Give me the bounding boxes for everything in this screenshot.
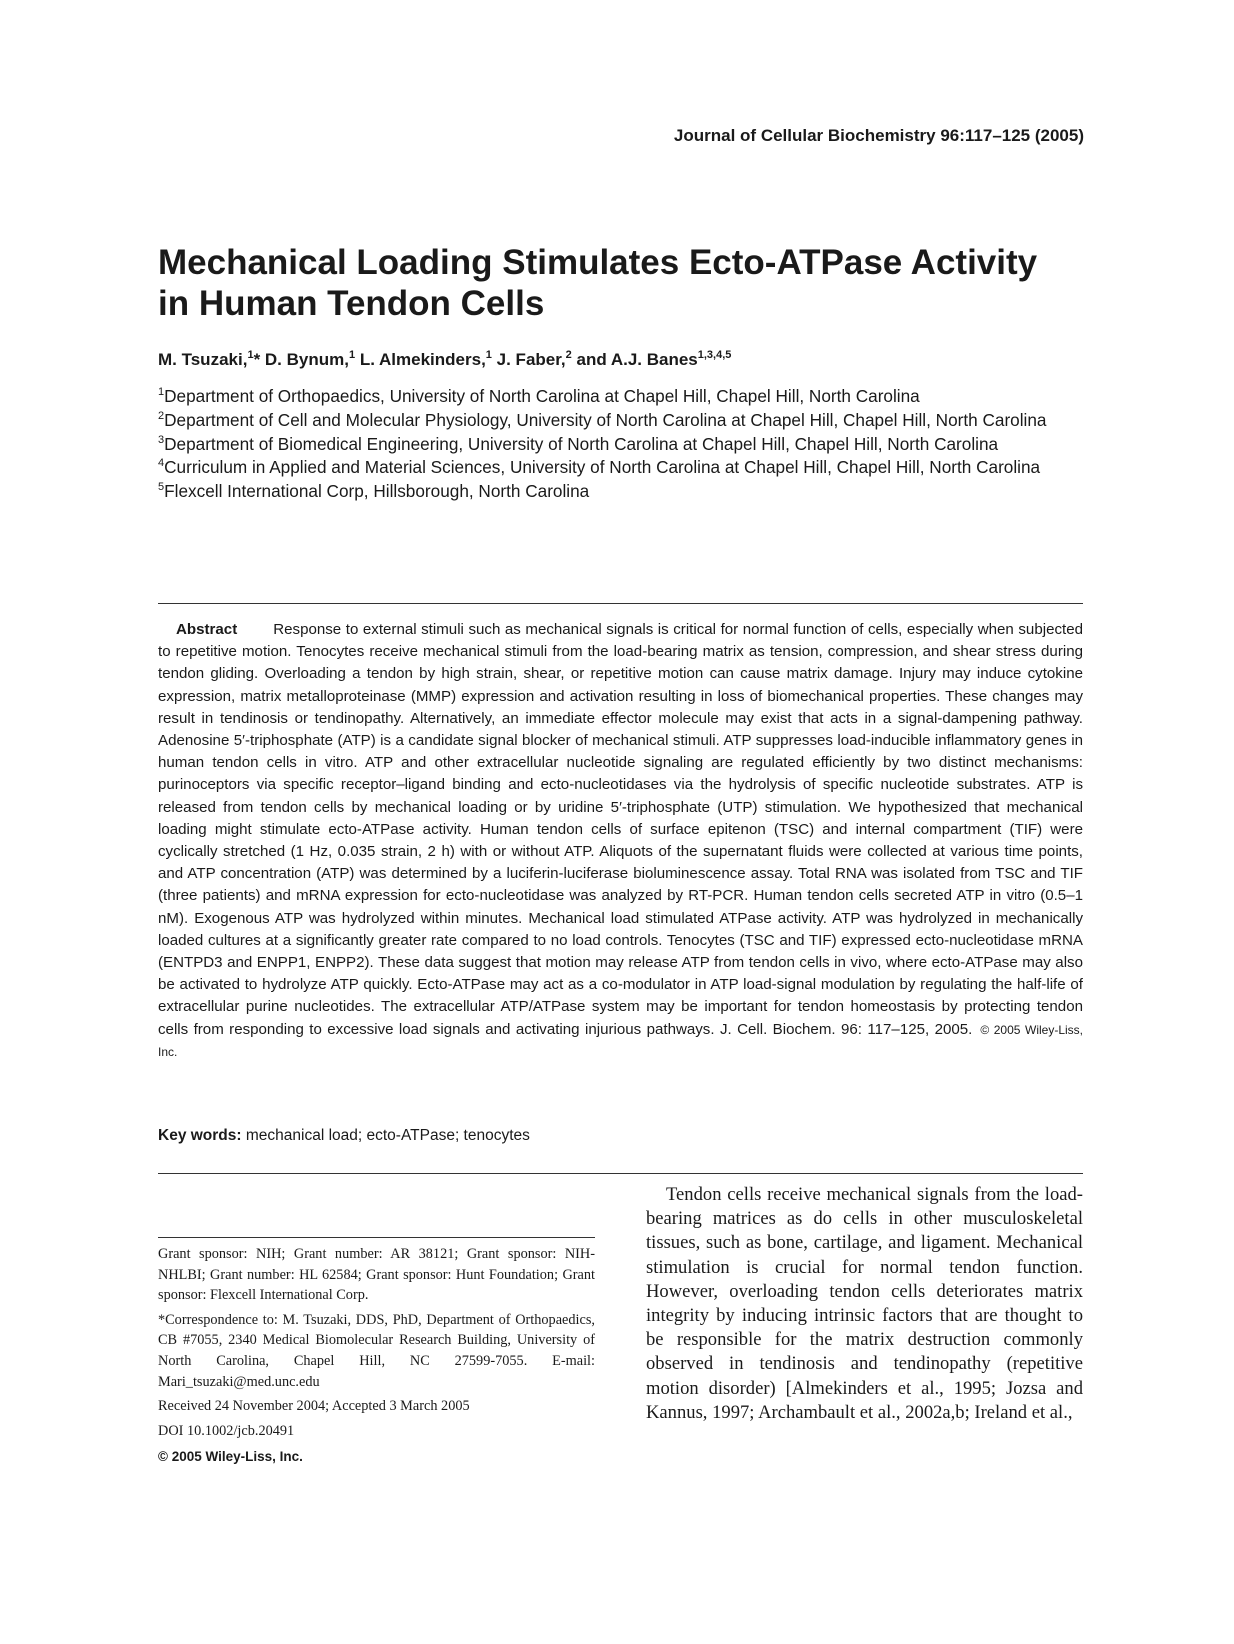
doi: DOI 10.1002/jcb.20491 bbox=[158, 1422, 295, 1439]
journal-citation: Journal of Cellular Biochemistry 96:117–125 (2005) bbox=[673, 126, 1084, 145]
received-date: Received 24 November 2004; Accepted 3 March 2005 bbox=[158, 1398, 470, 1415]
author: D. Bynum,$^1$ bbox=[264, 349, 356, 369]
correspondence-footnote: *Correspondence to: M. Tsuzaki, DDS, PhD, Department of Orthopaedics, CB #7055, 2340 Medical Biomolecular Research Building, University of North Carolina, Chapel Hill, NC 27599-7055. E-mail: Mari_tsuzaki@med.unc.edu bbox=[158, 1311, 595, 1390]
keywords-label: Key words: bbox=[158, 1127, 242, 1144]
affiliation: $^2$Department of Cell and Molecular Physiology, University of North Carolina at Chapel Hill, Chapel Hill, North Carolina bbox=[158, 409, 1047, 430]
grant-footnote: Grant sponsor: NIH; Grant number: AR 38121; Grant sponsor: NIH-NHLBI; Grant number: HL 62584; Grant sponsor: Hunt Foundation; Grant sponsor: Flexcell International Corp. bbox=[158, 1246, 595, 1304]
author: L. Almekinders,$^1$ bbox=[359, 349, 492, 369]
abstract bbox=[158, 619, 1083, 1063]
keywords bbox=[158, 1127, 530, 1145]
footnote-divider bbox=[158, 1237, 595, 1238]
section-divider bbox=[158, 1173, 1083, 1174]
author: A.J. Banes$^{1,3,4,5}$ bbox=[610, 349, 732, 369]
affiliation: $^5$Flexcell International Corp, Hillsborough, North Carolina bbox=[158, 481, 590, 502]
author-list bbox=[158, 350, 731, 370]
author: J. Faber,$^2$ and bbox=[496, 349, 611, 369]
section-divider bbox=[158, 603, 1083, 604]
footnotes bbox=[158, 1244, 595, 1472]
affiliation: $^1$Department of Orthopaedics, University of North Carolina at Chapel Hill, Chapel Hill, North Carolina bbox=[158, 386, 920, 406]
author: M. Tsuzaki,$^1$* bbox=[158, 349, 265, 369]
abstract-copyright: © 2005 Wiley-Liss, Inc. bbox=[158, 1022, 1083, 1059]
affiliation: $^3$Department of Biomedical Engineering, University of North Carolina at Chapel Hill, Chapel Hill, North Carolina bbox=[158, 433, 999, 454]
footnote-copyright: © 2005 Wiley-Liss, Inc. bbox=[158, 1449, 303, 1465]
affiliations bbox=[158, 385, 1088, 504]
abstract-label: Abstract bbox=[176, 621, 238, 638]
paper-title: Mechanical Loading Stimulates Ecto-ATPase Activity in Human Tendon Cells bbox=[158, 243, 1038, 323]
body-paragraph: Tendon cells receive mechanical signals from the load-bearing matrices as do cells in other musculoskeletal tissues, such as bone, cartilage, and ligament. Mechanical stimulation is crucial for normal tendon function. However, overloading tendon cells deteriorates matrix integrity by inducing intrinsic factors that are thought to be responsible for the matrix destruction commonly observed in tendinosis and tendinopathy (repetitive motion disorder) [Almekinders et al., 1995; Jozsa and Kannus, 1997; Archambault et al., 2002a,b; Ireland et al., bbox=[646, 1184, 1083, 1423]
affiliation: $^4$Curriculum in Applied and Material Sciences, University of North Carolina at Chapel Hill, Chapel Hill, North Carolina bbox=[158, 457, 1041, 478]
keywords-text: mechanical load; ecto-ATPase; tenocytes bbox=[245, 1127, 530, 1144]
abstract-text: Response to external stimuli such as mechanical signals is critical for normal function of cells, especially when subjected to repetitive motion. Tenocytes receive mechanical stimuli from the load-bearing matrix as tension, compression, and shear stress during tendon gliding. Overloading a tendon by high strain, shear, or repetitive motion can cause matrix damage. Injury may induce cytokine expression, matrix metalloproteinase (MMP) expression and activation resulting in loss of biomechanical properties. These changes may result in tendinosis or tendinopathy. Alternatively, an immediate effector molecule may exist that acts in a signal-dampening pathway. Adenosine 5′-triphosphate (ATP) is a candidate signal blocker of mechanical stimuli. ATP suppresses load-inducible inflammatory genes in human tendon cells in vitro. ATP and other extracellular nucleotide signaling are regulated efficiently by two distinct mechanisms: purinoceptors via specific receptor–ligand binding and ecto-nucleotidases via the hydrolysis of specific nucleotide substrates. ATP is released from tendon cells by mechanical loading or by uridine 5′-triphosphate (UTP) stimulation. We hypothesized that mechanical loading might stimulate ecto-ATPase activity. Human tendon cells of surface epitenon (TSC) and internal compartment (TIF) were cyclically stretched (1 Hz, 0.035 strain, 2 h) with or without ATP. Aliquots of the supernatant fluids were collected at various time points, and ATP concentration (ATP) was determined by a luciferin-luciferase bioluminescence assay. Total RNA was isolated from TSC and TIF (three patients) and mRNA expression for ecto-nucleotidase was analyzed by RT-PCR. Human tendon cells secreted ATP in vitro (0.5–1 nM). Exogenous ATP was hydrolyzed within minutes. Mechanical load stimulated ATPase activity. ATP was hydrolyzed in mechanically loaded cultures at a significantly greater rate compared to no load controls. Tenocytes (TSC and TIF) expressed ecto-nucleotidase mRNA (ENTPD3 and ENPP1, ENPP2). These data suggest that motion may release ATP from tendon cells in vivo, where ecto-ATPase may also be activated to hydrolyze ATP quickly. Ecto-ATPase may act as a co-modulator in ATP load-signal modulation by regulating the half-life of extracellular purine nucleotides. The extracellular ATP/ATPase system may be important for tendon homeostasis by protecting tendon cells from responding to excessive load signals and activating injurious pathways. J. Cell. Biochem. 96: 117–125, 2005. bbox=[158, 621, 1083, 1038]
